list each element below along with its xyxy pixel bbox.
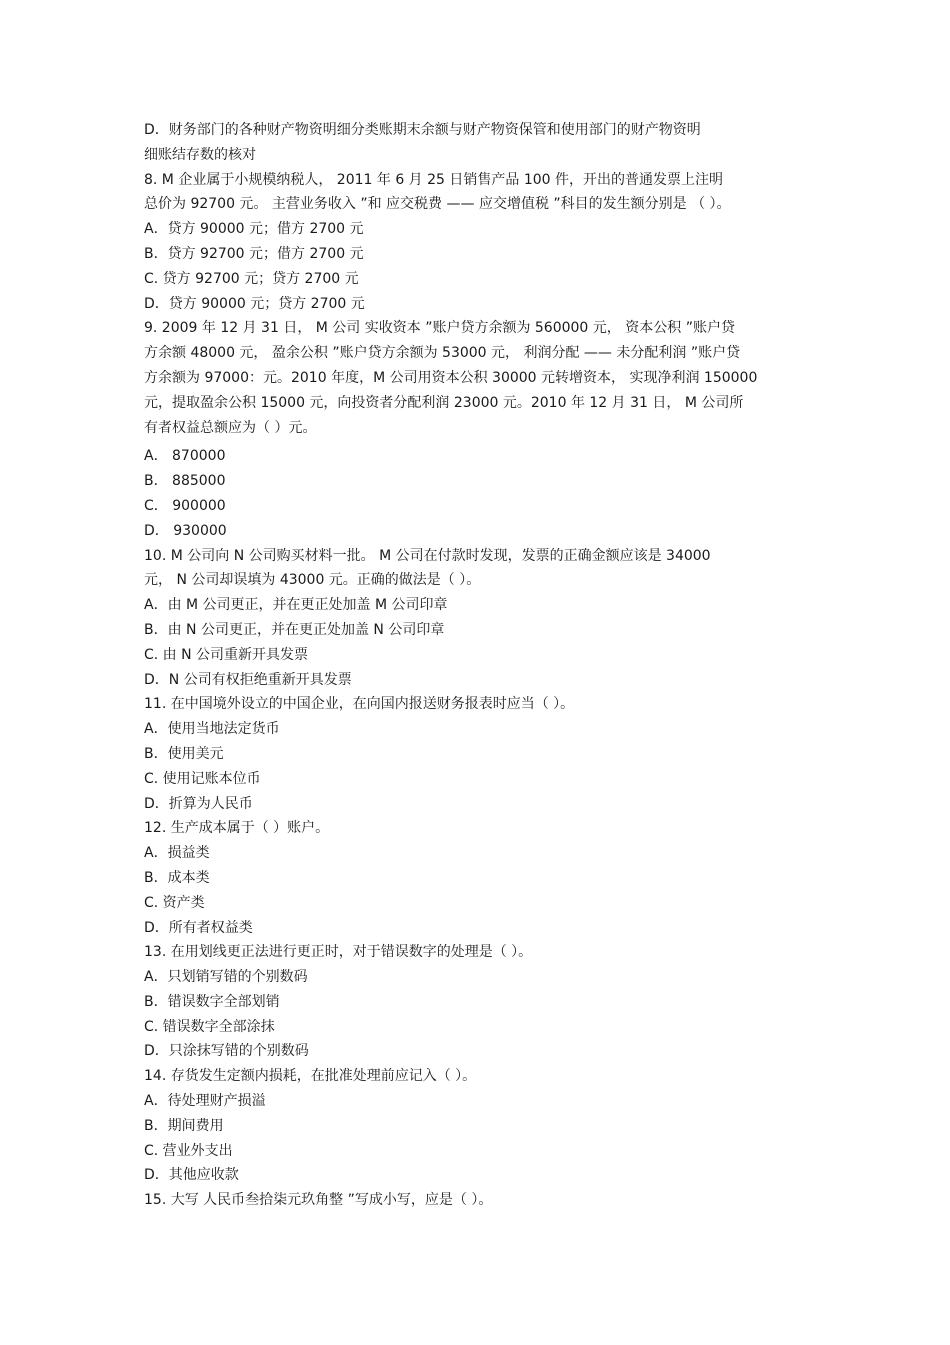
option-b: B．期间费用 — [144, 1117, 224, 1134]
option-b: B． 885000 — [144, 473, 226, 490]
option-b: B．由 N 公司更正，并在更正处加盖 N 公司印章 — [144, 621, 445, 638]
option-a: A．损益类 — [144, 845, 210, 862]
question-11: 11. 在中国境外设立的中国企业，在向国内报送财务报表时应当（ ）。 — [144, 696, 575, 713]
option-d: D．N 公司有权拒绝重新开具发票 — [144, 671, 352, 688]
text-line: 方余额为 97000：元。2010 年度，M 公司用资本公积 30000 元转增资本， 实现净利润 150000 — [144, 369, 758, 386]
option-a: A．待处理财产损溢 — [144, 1093, 266, 1110]
option-a: A．只划销写错的个别数码 — [144, 969, 308, 986]
option-c: C. 营业外支出 — [144, 1142, 233, 1159]
option-b: B．成本类 — [144, 869, 210, 886]
option-d: D．其他应收款 — [144, 1167, 239, 1184]
option-d: D． 930000 — [144, 522, 227, 539]
question-8: 8. M 企业属于小规模纳税人， 2011 年 6 月 25 日销售产品 100 件，开出的普通发票上注明 — [144, 171, 724, 188]
text-line: 总价为 92700 元。 主营业务收入 ”和 应交税费 —— 应交增值税 ”科目的发生额分别是 （ ）。 — [144, 196, 731, 213]
option-a: A．由 M 公司更正，并在更正处加盖 M 公司印章 — [144, 597, 448, 614]
option-b: B．使用美元 — [144, 745, 224, 762]
option-c: C. 贷方 92700 元；贷方 2700 元 — [144, 270, 359, 287]
option-d: D．折算为人民币 — [144, 795, 253, 812]
question-15: 15. 大写 人民币叁拾柒元玖角整 ”写成小写，应是（ ）。 — [144, 1192, 493, 1209]
option-b: B．错误数字全部划销 — [144, 993, 280, 1010]
option-a: A．使用当地法定货币 — [144, 721, 280, 738]
text-line: 元， N 公司却误填为 43000 元。正确的做法是（ ）。 — [144, 572, 481, 589]
text-line: D．财务部门的各种财产物资明细分类账期末余额与财产物资保管和使用部门的财产物资明 — [144, 122, 701, 138]
text-line: 方余额 48000 元， 盈余公积 ”账户贷方余额为 53000 元， 利润分配 —— 未分配利润 ”账户贷 — [144, 345, 741, 362]
text-line: 有者权益总额应为（ ）元。 — [144, 419, 317, 436]
option-c: C. 使用记账本位币 — [144, 770, 261, 787]
question-10: 10. M 公司向 N 公司购买材料一批。 M 公司在付款时发现，发票的正确金额应该是 34000 — [144, 547, 711, 564]
option-a: A．贷方 90000 元；借方 2700 元 — [144, 221, 364, 238]
exam-content — [144, 118, 814, 1213]
option-c: C. 资产类 — [144, 894, 205, 911]
question-14: 14. 存货发生定额内损耗，在批准处理前应记入（ ）。 — [144, 1068, 477, 1085]
option-b: B．贷方 92700 元；借方 2700 元 — [144, 245, 364, 262]
option-c: C. 由 N 公司重新开具发票 — [144, 646, 309, 663]
option-d: D．贷方 90000 元；贷方 2700 元 — [144, 295, 365, 312]
option-c: C. 错误数字全部涂抹 — [144, 1018, 275, 1035]
text-line: 元，提取盈余公积 15000 元，向投资者分配利润 23000 元。2010 年 12 月 31 日， M 公司所 — [144, 394, 744, 411]
question-12: 12. 生产成本属于（ ）账户。 — [144, 820, 330, 837]
text-line: 细账结存数的核对 — [144, 146, 256, 163]
option-d: D．所有者权益类 — [144, 919, 253, 936]
option-a: A． 870000 — [144, 448, 226, 465]
question-13: 13. 在用划线更正法进行更正时，对于错误数字的处理是（ ）。 — [144, 944, 533, 961]
option-c: C． 900000 — [144, 497, 226, 514]
option-d: D．只涂抹写错的个别数码 — [144, 1043, 309, 1060]
question-9: 9. 2009 年 12 月 31 日， M 公司 实收资本 ”账户贷方余额为 560000 元， 资本公积 ”账户贷 — [144, 320, 735, 337]
